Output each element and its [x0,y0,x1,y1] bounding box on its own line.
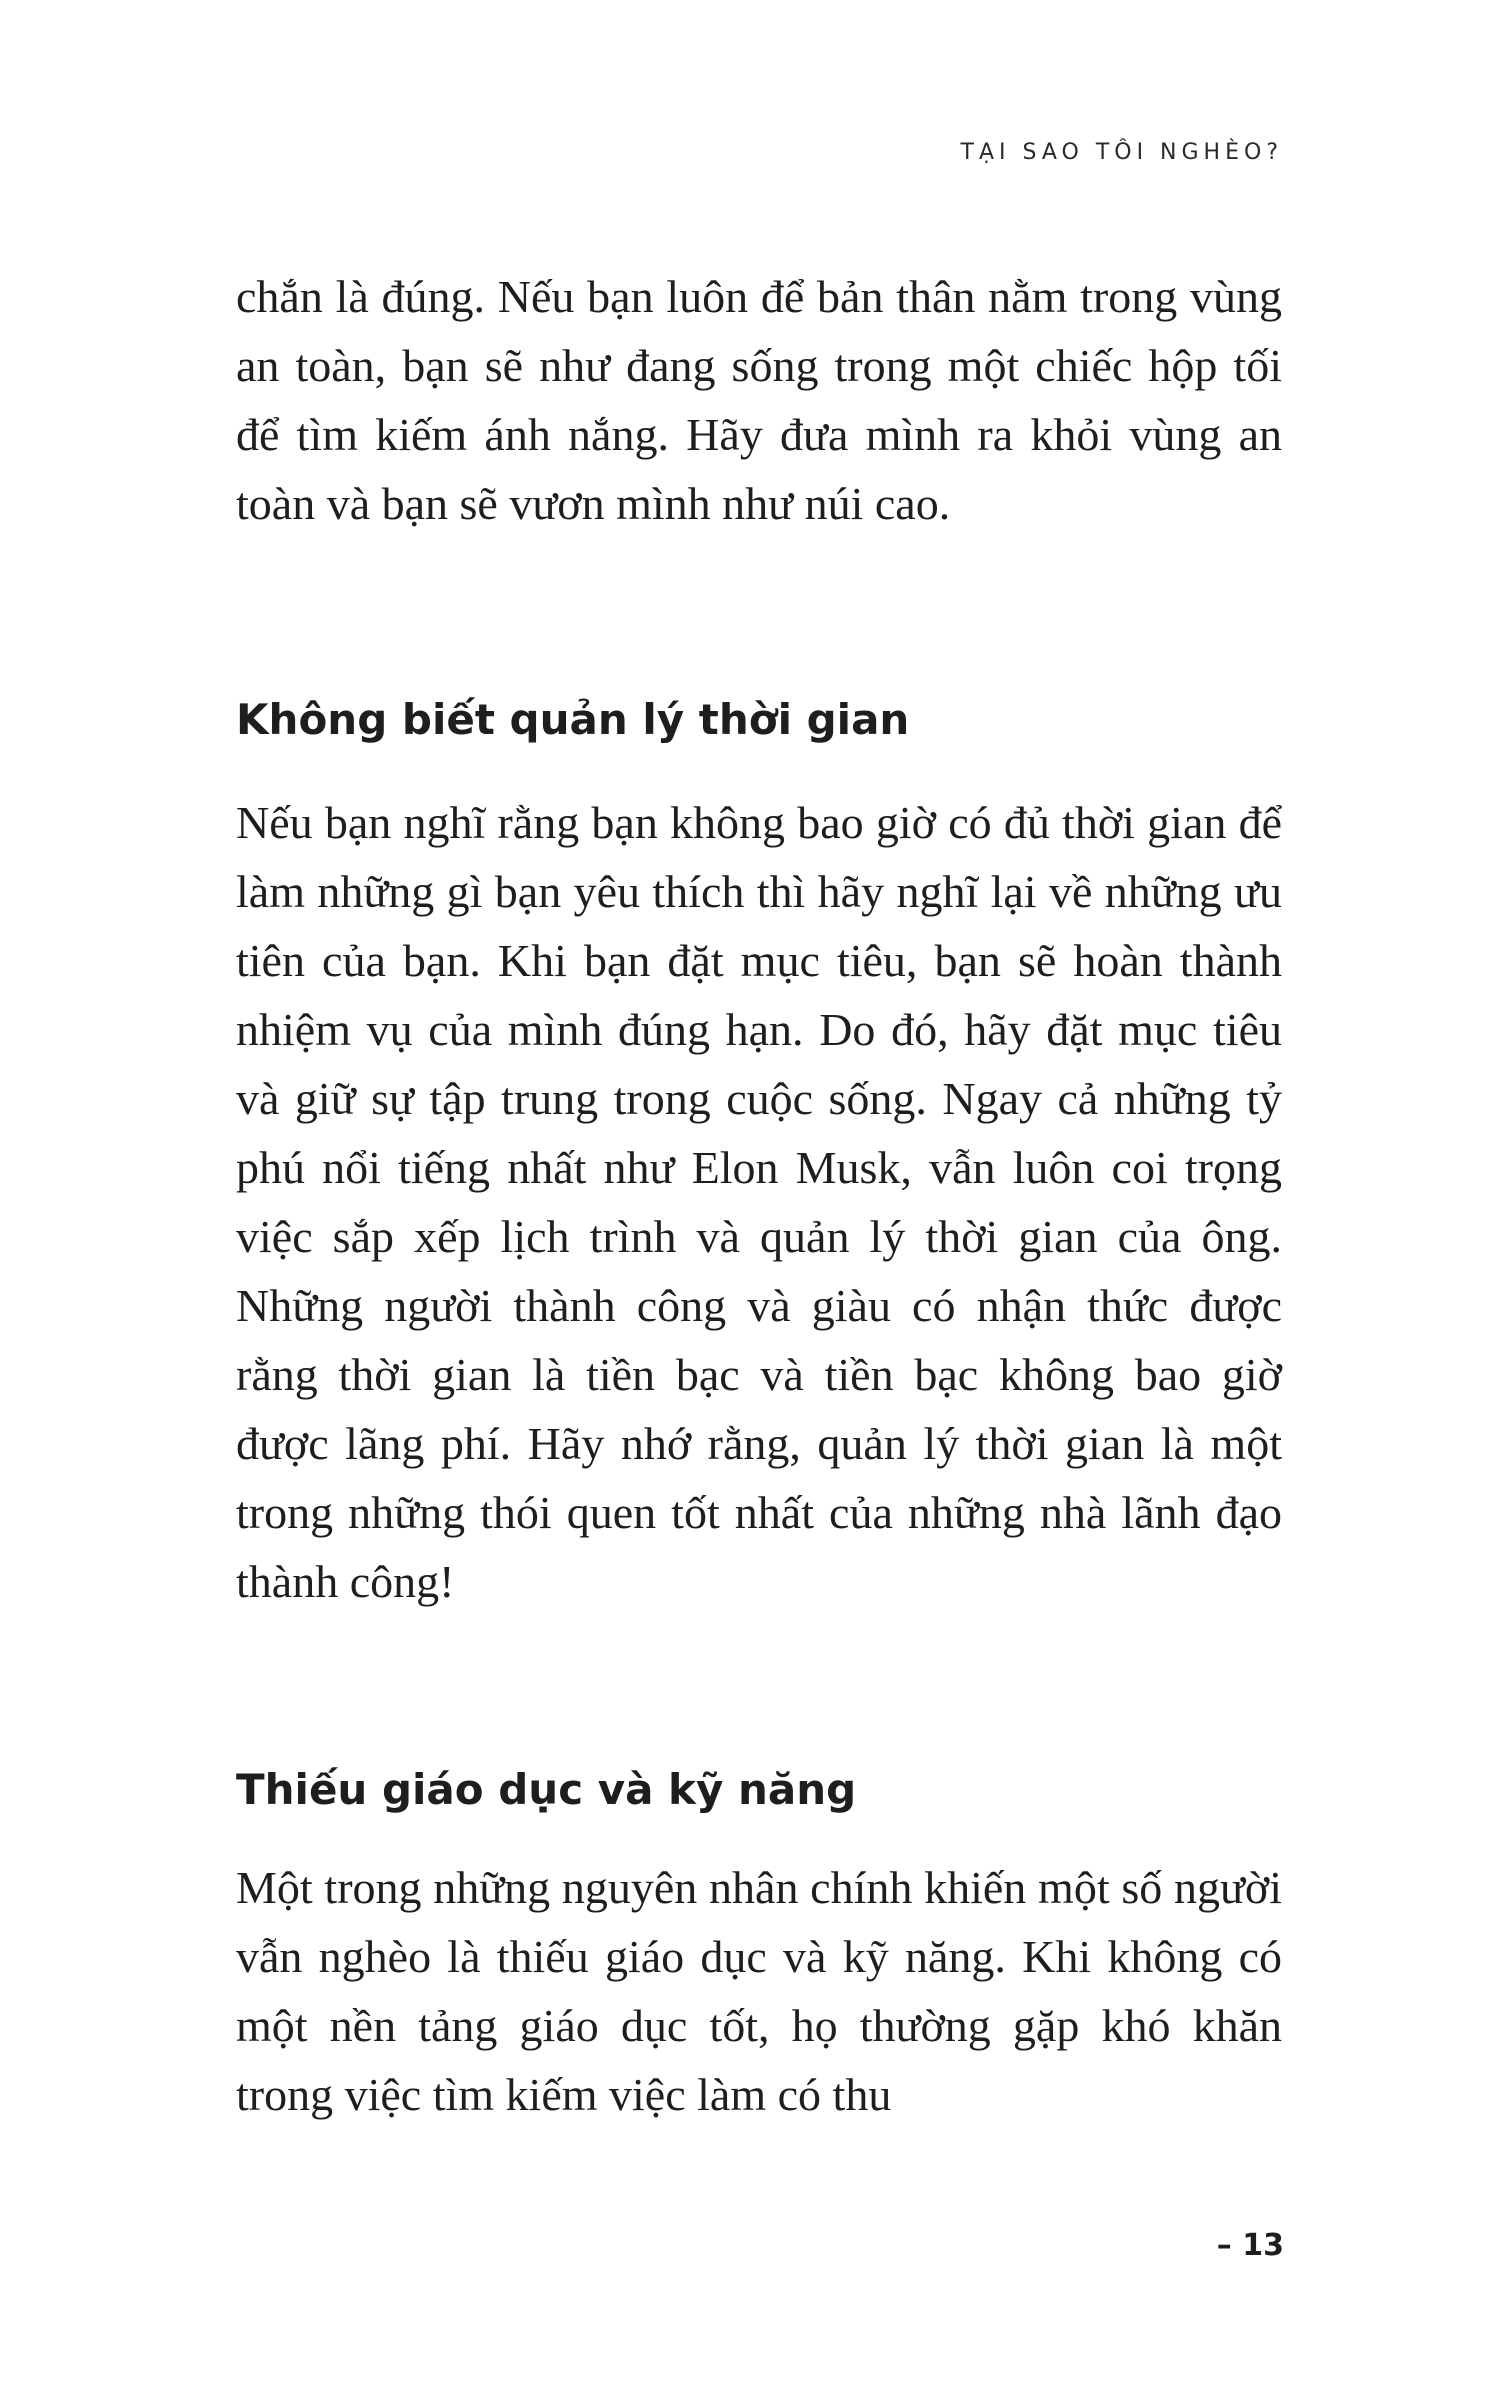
page-number: – 13 [1216,2228,1284,2263]
section-heading: Không biết quản lý thời gian [236,695,910,744]
body-paragraph: Một trong những nguyên nhân chính khiến một số người vẫn nghèo là thiếu giáo dục và kỹ năng. Khi không có một nền tảng giáo dục tốt, họ thường gặp khó khăn trong việc tìm kiếm việc làm có thu [236,1862,1282,2120]
section-heading: Thiếu giáo dục và kỹ năng [236,1765,857,1814]
body-paragraph: Nếu bạn nghĩ rằng bạn không bao giờ có đủ thời gian để làm những gì bạn yêu thích thì hãy nghĩ lại về những ưu tiên của bạn. Khi bạn đặt mục tiêu, bạn sẽ hoàn thành nhiệm vụ của mình đúng hạn. Do đó, hãy đặt mục tiêu và giữ sự tập trung trong cuộc sống. Ngay cả những tỷ phú nổi tiếng nhất như Elon Musk, vẫn luôn coi trọng việc sắp xếp lịch trình và quản lý thời gian của ông. Những người thành công và giàu có nhận thức được rằng thời gian là tiền bạc và tiền bạc không bao giờ được lãng phí. Hãy nhớ rằng, quản lý thời gian là một trong những thói quen tốt nhất của những nhà lãnh đạo thành công! [236,797,1282,1607]
running-header: TẠI SAO TÔI NGHÈO? [960,140,1283,165]
body-paragraph: chắn là đúng. Nếu bạn luôn để bản thân nằm trong vùng an toàn, bạn sẽ như đang sống trong một chiếc hộp tối để tìm kiếm ánh nắng. Hãy đưa mình ra khỏi vùng an toàn và bạn sẽ vươn mình như núi cao. [236,271,1282,529]
